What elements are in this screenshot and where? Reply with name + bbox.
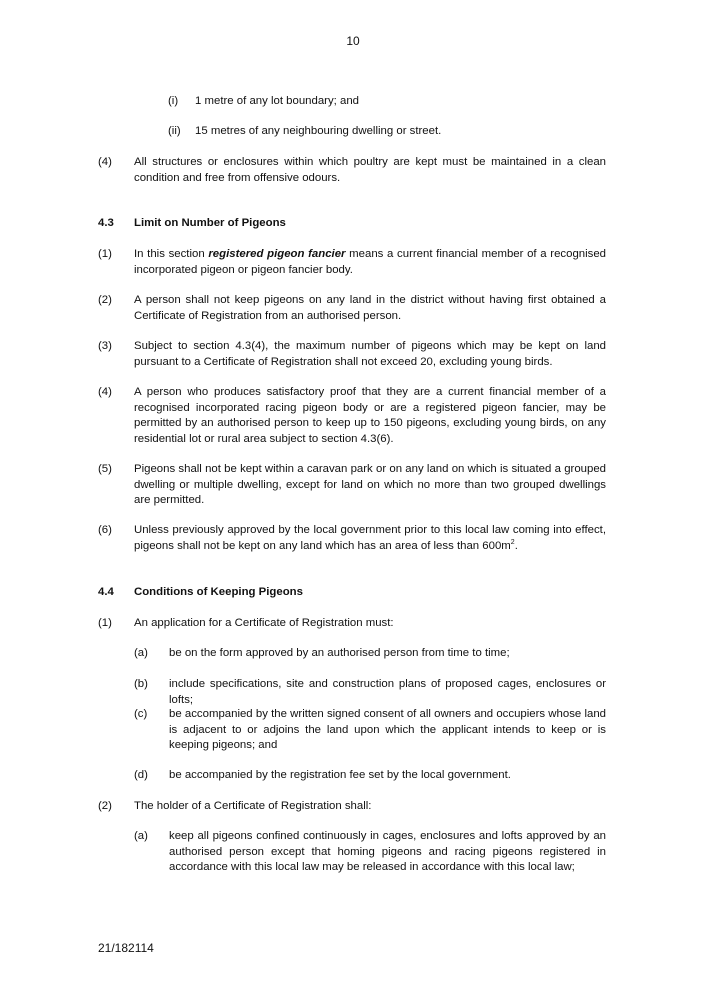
section-4-4-p1-text: An application for a Certificate of Registration must:	[134, 617, 394, 629]
item-a-text: be on the form approved by an authorised person from time to time;	[169, 647, 510, 659]
section-4-4-p2-text: The holder of a Certificate of Registration shall:	[134, 800, 372, 812]
document-reference: 21/182114	[98, 941, 154, 955]
item-c-text: be accompanied by the written signed consent of all owners and occupiers whose land is adjacent to or adjoins the land upon which the applicant intends to keep or is keeping pigeons; and	[169, 708, 606, 751]
item-ii-text: 15 metres of any neighbouring dwelling or street.	[195, 125, 442, 137]
item-b-text: include specifications, site and construction plans of proposed cages, enclosures or lofts;	[169, 678, 606, 706]
section-4-4-title: Conditions of Keeping Pigeons	[134, 586, 303, 598]
section-4-4-p1-label: (1)	[98, 617, 112, 629]
section-4-3-p5-text: Pigeons shall not be kept within a caravan park or on any land on which is situated a grouped dwelling or multiple dwelling, except for land on which no more than two grouped dwellings are permitted.	[134, 463, 606, 506]
section-4-3-p6-text	[134, 523, 606, 554]
item-a2-label: (a)	[134, 830, 148, 842]
item-a-label: (a)	[134, 647, 148, 659]
item-d-text: be accompanied by the registration fee set by the local government.	[169, 769, 511, 781]
item-i-label: (i)	[168, 95, 179, 107]
item-ii-label: (ii)	[168, 125, 181, 137]
p6-post: .	[514, 539, 518, 552]
p6-pre: Unless previously approved by the local government prior to this local law coming into effect, pigeons shall not be kept on any land which has an area of less than 600m	[134, 524, 606, 552]
section-4-4-number: 4.4	[98, 586, 114, 598]
section-4-3-p5-label: (5)	[98, 463, 112, 475]
section-4-3-p4-text: A person who produces satisfactory proof that they are a current financial member of a recognised incorporated racing pigeon body or are a registered pigeon fancier, may be permitted by an authorised person to keep up to 150 pigeons, excluding young birds, on any residential lot or rural area subject to section 4.3(6).	[134, 386, 606, 445]
section-4-4-p2-label: (2)	[98, 800, 112, 812]
section-4-3-p1-text	[134, 247, 606, 278]
item-c-label: (c)	[134, 708, 148, 720]
item-a2-text: keep all pigeons confined continuously in cages, enclosures and lofts approved by an authorised person except that homing pigeons and racing pigeons registered in accordance with this local law may be released in accordance with this local law;	[169, 830, 606, 873]
section-4-3-p6-label: (6)	[98, 524, 112, 536]
subsection-4-label: (4)	[98, 156, 112, 168]
item-d-label: (d)	[134, 769, 148, 781]
section-4-3-p1-label: (1)	[98, 248, 112, 260]
section-4-3-p4-label: (4)	[98, 386, 112, 398]
section-4-3-title: Limit on Number of Pigeons	[134, 217, 286, 229]
subsection-4-text: All structures or enclosures within which poultry are kept must be maintained in a clean condition and free from offensive odours.	[134, 156, 606, 184]
superscript-2: 2	[510, 538, 515, 546]
section-4-3-p2-text: A person shall not keep pigeons on any land in the district without having first obtained a Certificate of Registration from an authorised person.	[134, 294, 606, 322]
page-number: 10	[346, 34, 360, 48]
item-i-text: 1 metre of any lot boundary; and	[195, 95, 360, 107]
p1-post: means a current financial member of a recognised incorporated pigeon or pigeon fancier body.	[134, 248, 607, 276]
item-b-label: (b)	[134, 678, 148, 690]
section-4-3-p2-label: (2)	[98, 294, 112, 306]
defined-term: registered pigeon fancier	[208, 248, 346, 260]
section-4-3-number: 4.3	[98, 217, 114, 229]
p1-pre: In this section	[134, 248, 209, 260]
section-4-3-p3-text: Subject to section 4.3(4), the maximum number of pigeons which may be kept on land pursuant to a Certificate of Registration shall not exceed 20, excluding young birds.	[134, 340, 606, 368]
section-4-3-p3-label: (3)	[98, 340, 112, 352]
